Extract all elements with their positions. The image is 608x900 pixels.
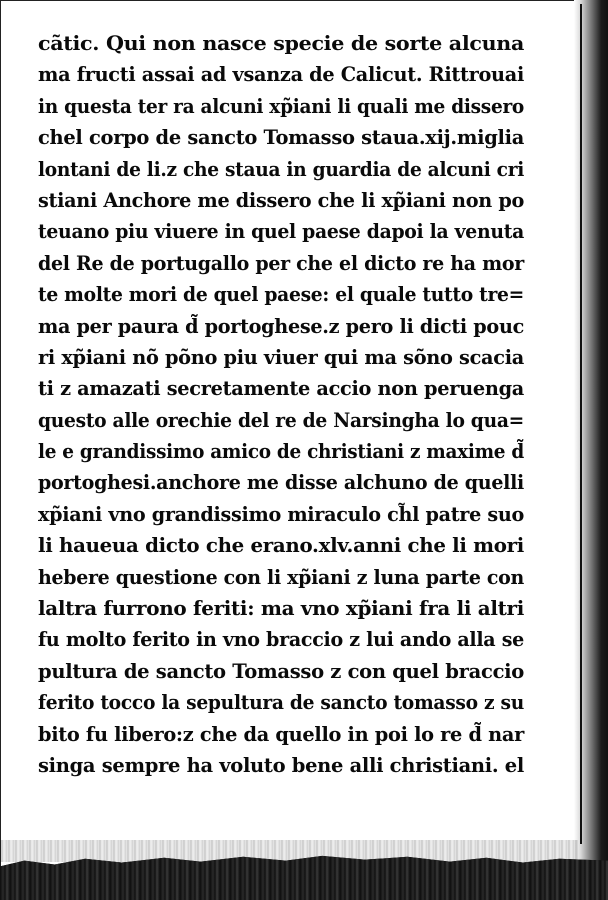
text-line: le e grandissimo amico de christiani z maxime d̃ — [38, 440, 524, 464]
text-line: ma fructi assai ad vsanza de Calicut. Rittrouai — [38, 63, 524, 87]
text-line: ri xp̃iani nõ põno piu viuer qui ma sõno scacia — [38, 345, 524, 369]
text-line: stiani Anchore me dissero che li xp̃iani non po — [38, 188, 524, 212]
text-line: te molte mori de quel paese: el quale tutto tre= — [38, 283, 524, 307]
text-line: bito fu libero:z che da quello in poi lo re d̃ nar — [38, 722, 524, 746]
text-line: li haueua dicto che erano.xlv.anni che li mori — [38, 534, 524, 558]
text-line: teuano piu viuere in quel paese dapoi la venuta — [38, 220, 524, 244]
text-line: in questa ter ra alcuni xp̃iani li quali me dissero — [38, 94, 524, 118]
text-line: pultura de sancto Tomasso z con quel braccio — [38, 659, 524, 683]
text-line: fu molto ferito in vno braccio z lui ando alla se — [38, 628, 524, 652]
text-line: laltra furrono feriti: ma vno xp̃iani fra li altri — [38, 597, 524, 621]
text-line: ti z amazati secretamente accio non peruenga — [38, 377, 524, 401]
text-line: ma per paura d̃ portoghese.z pero li dicti pouc — [38, 314, 524, 338]
text-line: cãtic. Qui non nasce specie de sorte alcuna — [38, 32, 524, 55]
text-line: xp̃iani vno grandissimo miraculo ch̃l patre suo — [38, 502, 524, 526]
text-line: lontani de li.z che staua in guardia de alcuni cri — [38, 157, 524, 181]
text-line: del Re de portugallo per che el dicto re ha mor — [38, 251, 524, 275]
page-edge-line — [580, 4, 582, 844]
text-line: questo alle orechie del re de Narsingha lo qua= — [38, 408, 524, 432]
text-block — [38, 28, 524, 781]
text-line: portoghesi.anchore me disse alchuno de quelli — [38, 471, 524, 495]
text-line: ferito tocco la sepultura de sancto tomasso z su — [38, 691, 524, 715]
text-line: singa sempre ha voluto bene alli christiani. el — [38, 753, 524, 777]
text-line: chel corpo de sancto Tomasso staua.xij.miglia — [38, 126, 524, 150]
text-line: hebere questione con li xp̃iani z luna parte con — [38, 565, 524, 589]
